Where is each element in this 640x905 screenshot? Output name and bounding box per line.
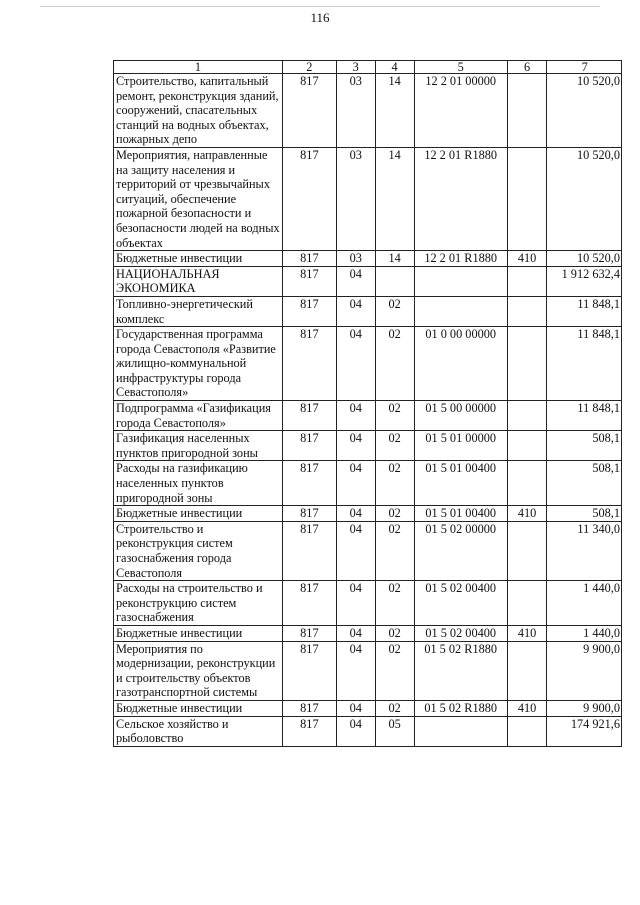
section-cell: 04	[336, 461, 375, 506]
section-cell: 03	[336, 74, 375, 148]
section-cell: 04	[336, 401, 375, 431]
name-cell: Бюджетные инвестиции	[114, 506, 283, 522]
table-row	[114, 74, 622, 148]
expense-type-cell	[507, 716, 546, 746]
amount-cell: 10 520,0	[547, 74, 622, 148]
section-cell: 04	[336, 581, 375, 626]
expense-type-cell	[507, 641, 546, 700]
table-row	[114, 147, 622, 250]
header-col-5: 5	[414, 61, 507, 74]
subsection-cell: 02	[375, 461, 414, 506]
header-col-2: 2	[282, 61, 336, 74]
name-cell: Расходы на газификацию населенных пунктов пригородной зоны	[114, 461, 283, 506]
name-cell: Строительство и реконструкция систем газоснабжения города Севастополя	[114, 521, 283, 580]
table-row	[114, 625, 622, 641]
name-cell: Мероприятия по модернизации, реконструкции и строительству объектов газотранспортной системы	[114, 641, 283, 700]
subsection-cell: 14	[375, 147, 414, 250]
section-cell: 04	[336, 521, 375, 580]
subsection-cell: 05	[375, 716, 414, 746]
admin-code-cell: 817	[282, 147, 336, 250]
amount-cell: 174 921,6	[547, 716, 622, 746]
admin-code-cell: 817	[282, 461, 336, 506]
name-cell: Газификация населенных пунктов пригородной зоны	[114, 431, 283, 461]
header-col-3: 3	[336, 61, 375, 74]
amount-cell: 10 520,0	[547, 251, 622, 267]
admin-code-cell: 817	[282, 700, 336, 716]
target-article-cell: 01 5 02 R1880	[414, 700, 507, 716]
subsection-cell: 02	[375, 625, 414, 641]
header-col-6: 6	[507, 61, 546, 74]
expense-type-cell: 410	[507, 700, 546, 716]
table-row	[114, 431, 622, 461]
expense-type-cell	[507, 581, 546, 626]
table-row	[114, 327, 622, 401]
name-cell: Строительство, капитальный ремонт, реконструкция зданий, сооружений, спасательных станций на водных объектах, пожарных депо	[114, 74, 283, 148]
subsection-cell: 02	[375, 506, 414, 522]
subsection-cell: 02	[375, 641, 414, 700]
target-article-cell: 01 5 01 00400	[414, 461, 507, 506]
name-cell: Государственная программа города Севастополя «Развитие жилищно-коммунальной инфраструктуры города Севастополя»	[114, 327, 283, 401]
expense-type-cell	[507, 521, 546, 580]
expense-type-cell	[507, 266, 546, 296]
expense-type-cell	[507, 431, 546, 461]
subsection-cell: 02	[375, 327, 414, 401]
subsection-cell: 02	[375, 431, 414, 461]
amount-cell: 508,1	[547, 461, 622, 506]
expense-type-cell	[507, 296, 546, 326]
amount-cell: 11 340,0	[547, 521, 622, 580]
name-cell: Бюджетные инвестиции	[114, 251, 283, 267]
name-cell: Топливно-энергетический комплекс	[114, 296, 283, 326]
section-cell: 04	[336, 625, 375, 641]
amount-cell: 1 440,0	[547, 625, 622, 641]
admin-code-cell: 817	[282, 581, 336, 626]
target-article-cell: 12 2 01 00000	[414, 74, 507, 148]
table-row	[114, 266, 622, 296]
section-cell: 04	[336, 641, 375, 700]
section-cell: 04	[336, 266, 375, 296]
expense-type-cell	[507, 327, 546, 401]
target-article-cell: 01 5 02 00000	[414, 521, 507, 580]
target-article-cell	[414, 266, 507, 296]
table-row	[114, 251, 622, 267]
subsection-cell: 02	[375, 700, 414, 716]
header-col-7: 7	[547, 61, 622, 74]
admin-code-cell: 817	[282, 251, 336, 267]
amount-cell: 1 440,0	[547, 581, 622, 626]
table-row	[114, 700, 622, 716]
expense-type-cell	[507, 461, 546, 506]
header-col-4: 4	[375, 61, 414, 74]
amount-cell: 508,1	[547, 506, 622, 522]
name-cell: Подпрограмма «Газификация города Севастополя»	[114, 401, 283, 431]
subsection-cell: 02	[375, 581, 414, 626]
table-body	[114, 74, 622, 747]
subsection-cell	[375, 266, 414, 296]
admin-code-cell: 817	[282, 521, 336, 580]
expense-type-cell: 410	[507, 625, 546, 641]
table-row	[114, 581, 622, 626]
target-article-cell: 01 0 00 00000	[414, 327, 507, 401]
table-row	[114, 401, 622, 431]
amount-cell: 10 520,0	[547, 147, 622, 250]
section-cell: 04	[336, 296, 375, 326]
admin-code-cell: 817	[282, 296, 336, 326]
expense-type-cell: 410	[507, 251, 546, 267]
expense-type-cell	[507, 401, 546, 431]
target-article-cell: 01 5 02 00400	[414, 625, 507, 641]
target-article-cell: 12 2 01 R1880	[414, 147, 507, 250]
table-row	[114, 521, 622, 580]
section-cell: 04	[336, 506, 375, 522]
header-col-1: 1	[114, 61, 283, 74]
amount-cell: 11 848,1	[547, 296, 622, 326]
subsection-cell: 02	[375, 296, 414, 326]
target-article-cell: 01 5 00 00000	[414, 401, 507, 431]
section-cell: 03	[336, 251, 375, 267]
admin-code-cell: 817	[282, 506, 336, 522]
expense-type-cell: 410	[507, 506, 546, 522]
name-cell: Бюджетные инвестиции	[114, 625, 283, 641]
section-cell: 04	[336, 327, 375, 401]
amount-cell: 9 900,0	[547, 700, 622, 716]
target-article-cell	[414, 716, 507, 746]
name-cell: НАЦИОНАЛЬНАЯ ЭКОНОМИКА	[114, 266, 283, 296]
table-row	[114, 716, 622, 746]
amount-cell: 508,1	[547, 431, 622, 461]
admin-code-cell: 817	[282, 266, 336, 296]
top-border-line	[40, 6, 600, 7]
section-cell: 03	[336, 147, 375, 250]
table-row	[114, 296, 622, 326]
name-cell: Бюджетные инвестиции	[114, 700, 283, 716]
section-cell: 04	[336, 716, 375, 746]
amount-cell: 1 912 632,4	[547, 266, 622, 296]
target-article-cell	[414, 296, 507, 326]
target-article-cell: 01 5 01 00400	[414, 506, 507, 522]
admin-code-cell: 817	[282, 716, 336, 746]
subsection-cell: 14	[375, 74, 414, 148]
section-cell: 04	[336, 431, 375, 461]
admin-code-cell: 817	[282, 625, 336, 641]
table-row	[114, 506, 622, 522]
name-cell: Сельское хозяйство и рыболовство	[114, 716, 283, 746]
target-article-cell: 01 5 01 00000	[414, 431, 507, 461]
expense-type-cell	[507, 74, 546, 148]
subsection-cell: 02	[375, 521, 414, 580]
admin-code-cell: 817	[282, 431, 336, 461]
table-row	[114, 461, 622, 506]
admin-code-cell: 817	[282, 401, 336, 431]
subsection-cell: 02	[375, 401, 414, 431]
target-article-cell: 01 5 02 00400	[414, 581, 507, 626]
section-cell: 04	[336, 700, 375, 716]
target-article-cell: 01 5 02 R1880	[414, 641, 507, 700]
admin-code-cell: 817	[282, 74, 336, 148]
table-row	[114, 641, 622, 700]
subsection-cell: 14	[375, 251, 414, 267]
expense-type-cell	[507, 147, 546, 250]
target-article-cell: 12 2 01 R1880	[414, 251, 507, 267]
page-number: 116	[310, 10, 330, 25]
table-header-row	[114, 61, 622, 74]
admin-code-cell: 817	[282, 641, 336, 700]
name-cell: Мероприятия, направленные на защиту населения и территорий от чрезвычайных ситуаций, обеспечение пожарной безопасности и безопасности людей на водных объектах	[114, 147, 283, 250]
admin-code-cell: 817	[282, 327, 336, 401]
amount-cell: 9 900,0	[547, 641, 622, 700]
amount-cell: 11 848,1	[547, 401, 622, 431]
name-cell: Расходы на строительство и реконструкцию систем газоснабжения	[114, 581, 283, 626]
budget-table	[113, 60, 622, 747]
amount-cell: 11 848,1	[547, 327, 622, 401]
